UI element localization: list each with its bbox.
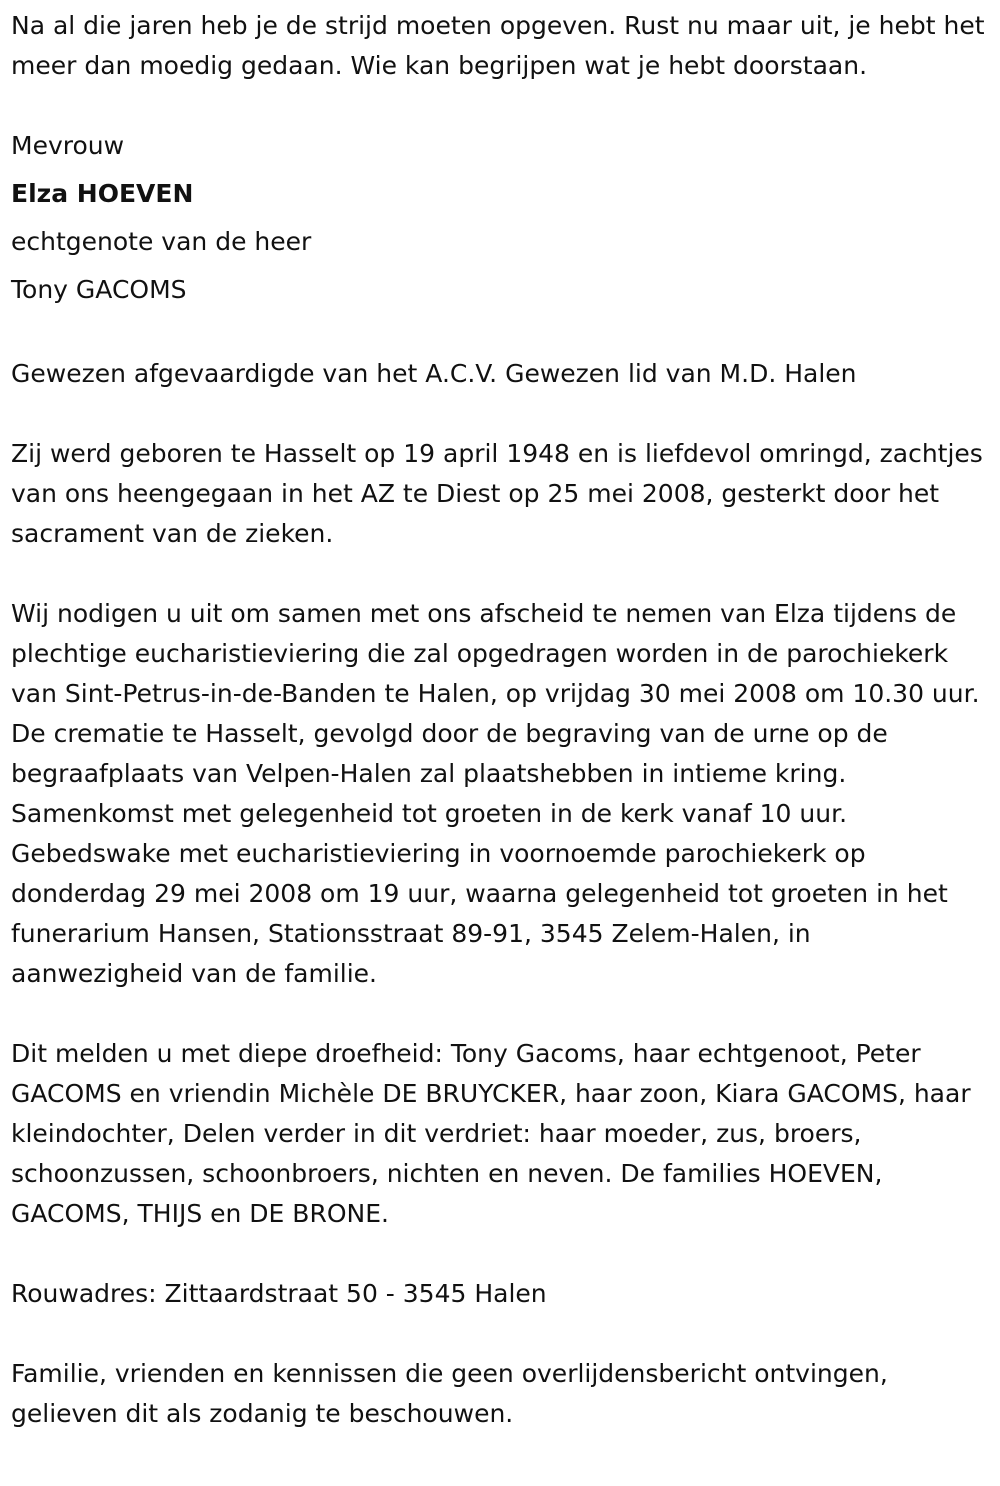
deceased-block	[11, 126, 990, 314]
intro-text: Na al die jaren heb je de strijd moeten opgeven. Rust nu maar uit, je hebt het meer dan moedig gedaan. Wie kan begrijpen wat je hebt doorstaan.	[11, 11, 985, 80]
ceremony-text: Wij nodigen u uit om samen met ons afscheid te nemen van Elza tijdens de plechtige eucharistieviering die zal opgedragen worden in de parochiekerk van Sint-Petrus-in-de-Banden te Halen, op vrijdag 30 mei 2008 om 10.30 uur. De crematie te Hasselt, gevolgd door de begraving van de urne op de begraafplaats van Velpen-Halen zal plaatshebben in intieme kring. Samenkomst met gelegenheid tot groeten in de kerk vanaf 10 uur. Gebedswake met eucharistieviering in voornoemde parochiekerk op donderdag 29 mei 2008 om 19 uur, waarna gelegenheid tot groeten in het funerarium Hansen, Stationsstraat 89-91, 3545 Zelem-Halen, in aanwezigheid van de familie.	[11, 599, 980, 988]
relation-text: echtgenote van de heer	[11, 227, 312, 256]
salutation: Mevrouw	[11, 131, 125, 160]
roles-text: Gewezen afgevaardigde van het A.C.V. Gewezen lid van M.D. Halen	[11, 359, 857, 388]
family-text: Dit melden u met diepe droefheid: Tony Gacoms, haar echtgenoot, Peter GACOMS en vriendin Michèle DE BRUYCKER, haar zoon, Kiara GACOMS, haar kleindochter, Delen verder in dit verdriet: haar moeder, zus, broers, schoonzussen, schoonbroers, nichten en neven. De families HOEVEN, GACOMS, THIJS en DE BRONE.	[11, 1039, 971, 1228]
spouse-name: Tony GACOMS	[11, 275, 187, 304]
deceased-name: Elza HOEVEN	[11, 179, 194, 208]
address-text: Rouwadres: Zittaardstraat 50 - 3545 Halen	[11, 1279, 547, 1308]
birth-death-text: Zij werd geboren te Hasselt op 19 april 1948 en is liefdevol omringd, zachtjes van ons heengegaan in het AZ te Diest op 25 mei 2008, gesterkt door het sacrament van de zieken.	[11, 439, 983, 548]
closing-text: Familie, vrienden en kennissen die geen overlijdensbericht ontvingen, gelieven dit als zodanig te beschouwen.	[11, 1359, 888, 1428]
